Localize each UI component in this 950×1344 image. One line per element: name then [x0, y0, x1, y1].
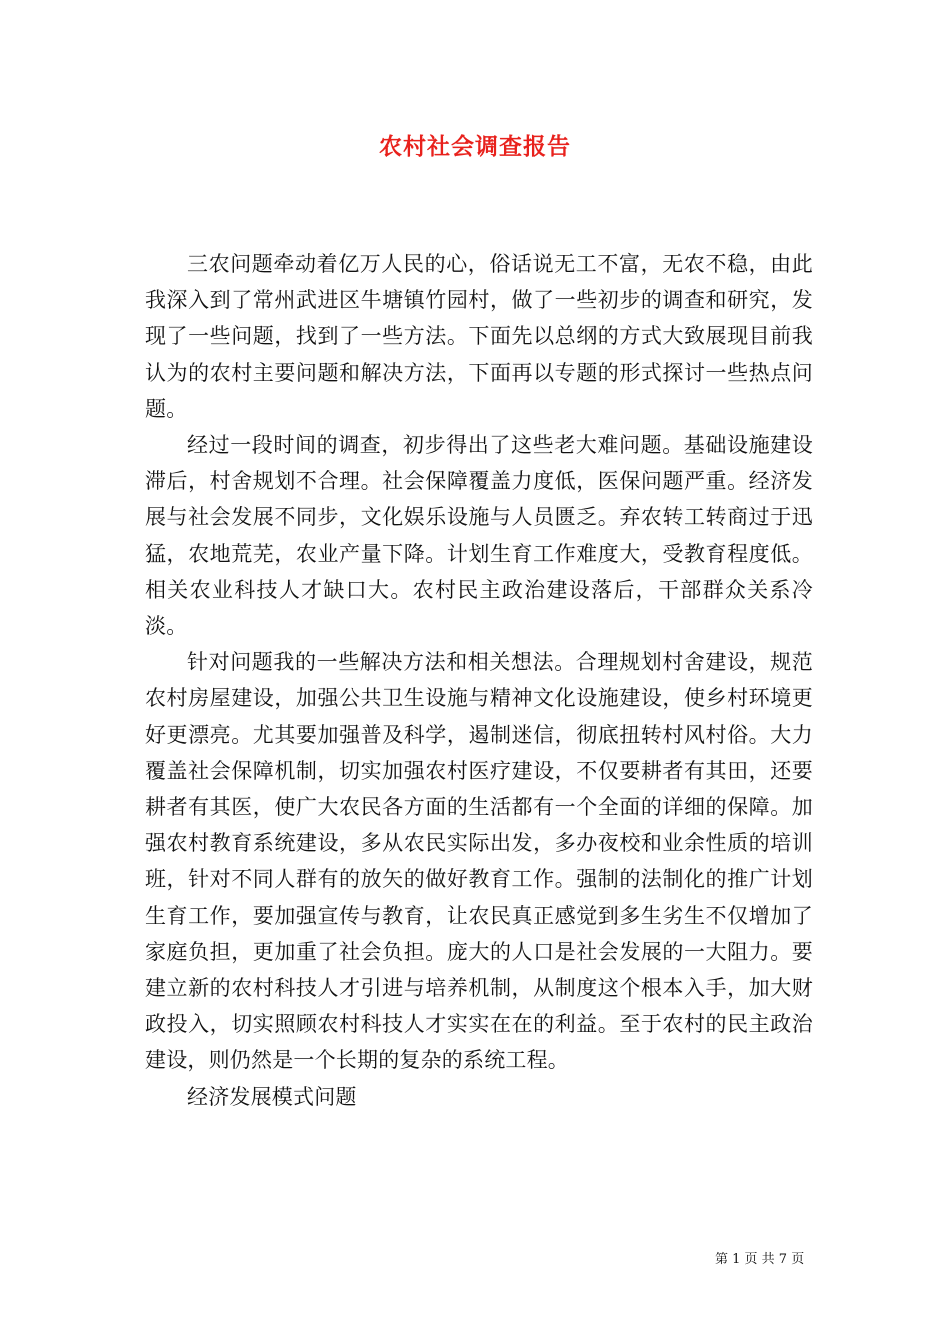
page-number-footer: 第 1 页 共 7 页 [715, 1252, 805, 1267]
paragraph-intro: 三农问题牵动着亿万人民的心，俗话说无工不富，无农不稳，由此我深入到了常州武进区牛塘镇竹园村，做了一些初步的调查和研究，发现了一些问题，找到了一些方法。下面先以总纲的方式大致展现目前我认为的农村主要问题和解决方法，下面再以专题的形式探讨一些热点问题。 [145, 252, 813, 421]
document-body [145, 246, 813, 1115]
paragraph-problems: 经过一段时间的调查，初步得出了这些老大难问题。基础设施建设滞后，村舍规划不合理。社会保障覆盖力度低，医保问题严重。经济发展与社会发展不同步，文化娱乐设施与人员匮乏。弃农转工转商过于迅猛，农地荒芜，农业产量下降。计划生育工作难度大，受教育程度低。相关农业科技人才缺口大。农村民主政治建设落后，干部群众关系冷淡。 [145, 433, 813, 639]
document-title: 农村社会调查报告 [379, 133, 571, 160]
paragraph-solutions: 针对问题我的一些解决方法和相关想法。合理规划村舍建设，规范农村房屋建设，加强公共卫生设施与精神文化设施建设，使乡村环境更好更漂亮。尤其要加强普及科学，遏制迷信，彻底扭转村风村俗。大力覆盖社会保障机制，切实加强农村医疗建设，不仅要耕者有其田，还要耕者有其医，使广大农民各方面的生活都有一个全面的详细的保障。加强农村教育系统建设，多从农民实际出发，多办夜校和业余性质的培训班，针对不同人群有的放矢的做好教育工作。强制的法制化的推广计划生育工作，要加强宣传与教育，让农民真正感觉到多生劣生不仅增加了家庭负担，更加重了社会负担。庞大的人口是社会发展的一大阻力。要建立新的农村科技人才引进与培养机制，从制度这个根本入手，加大财政投入，切实照顾农村科技人才实实在在的利益。至于农村的民主政治建设，则仍然是一个长期的复杂的系统工程。 [145, 650, 813, 1073]
section-heading-economic-model: 经济发展模式问题 [187, 1084, 357, 1109]
